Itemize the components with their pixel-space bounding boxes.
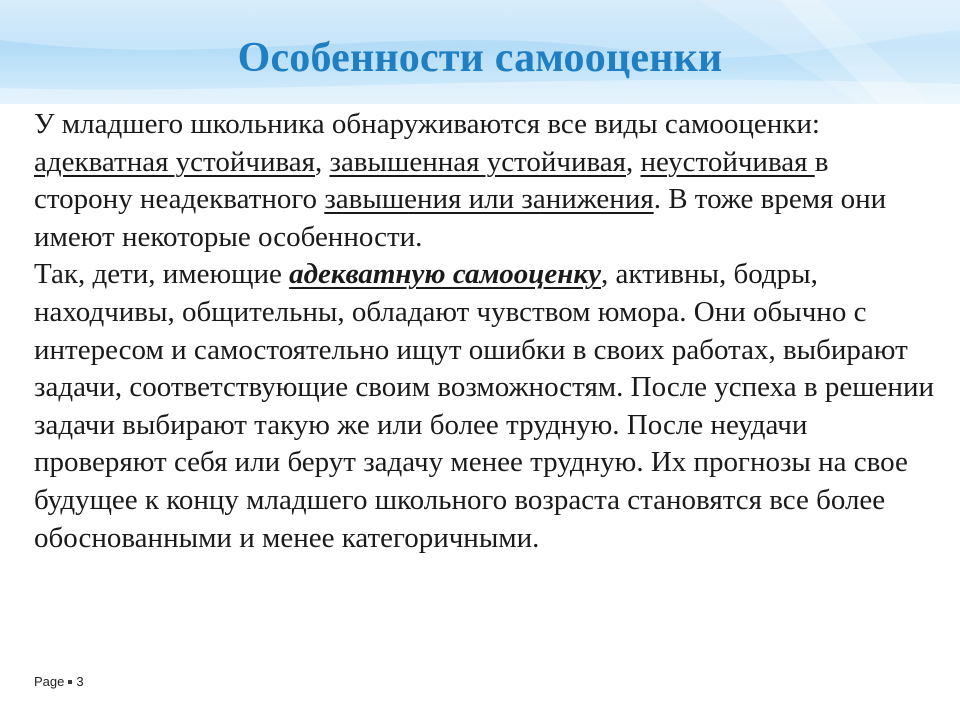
intro-text-end: . В тоже время они имеют некоторые особенности.	[34, 183, 887, 253]
bullet-icon	[68, 680, 72, 684]
adequate-text-end: , активны, бодры, находчивы, общительны, обладают чувством юмора. Они обычно с интересом и самостоятельно ищут ошибки в своих работах, выбирают задачи, соответствующие своим возможностям. После успеха в решении задачи выбирают такую же или более трудную. После неудачи проверяют себя или берут задачу менее трудную. Их прогнозы на свое будущее к концу младшего школьного возраста становятся все более обоснованными и менее категоричными.	[34, 258, 934, 554]
page-label: Page	[34, 674, 65, 689]
page-footer	[34, 674, 84, 689]
intro-text-start: У младшего школьника обнаруживаются все виды самооценки:	[34, 108, 820, 140]
paragraph-adequate	[34, 256, 934, 557]
page-number: 3	[76, 674, 84, 689]
slide-title: Особенности самооценки	[237, 35, 723, 81]
separator-1: ,	[314, 145, 330, 178]
adequate-text-start: Так, дети, имеющие	[34, 258, 290, 291]
term-inflated-stable: завышенная устойчивая	[329, 145, 626, 178]
term-adequate-self-esteem: адекватную самооценку	[289, 258, 601, 291]
header-band	[0, 0, 960, 104]
separator-2: ,	[626, 145, 641, 178]
term-overstating-understating: завышения или занижения	[324, 183, 654, 216]
paragraph-intro	[34, 106, 934, 256]
term-unstable: неустойчивая	[640, 145, 815, 178]
slide-body	[34, 106, 934, 557]
term-adequate-stable: адекватная устойчивая	[34, 145, 315, 178]
intro-text-mid: в сторону неадекватного	[34, 145, 829, 216]
